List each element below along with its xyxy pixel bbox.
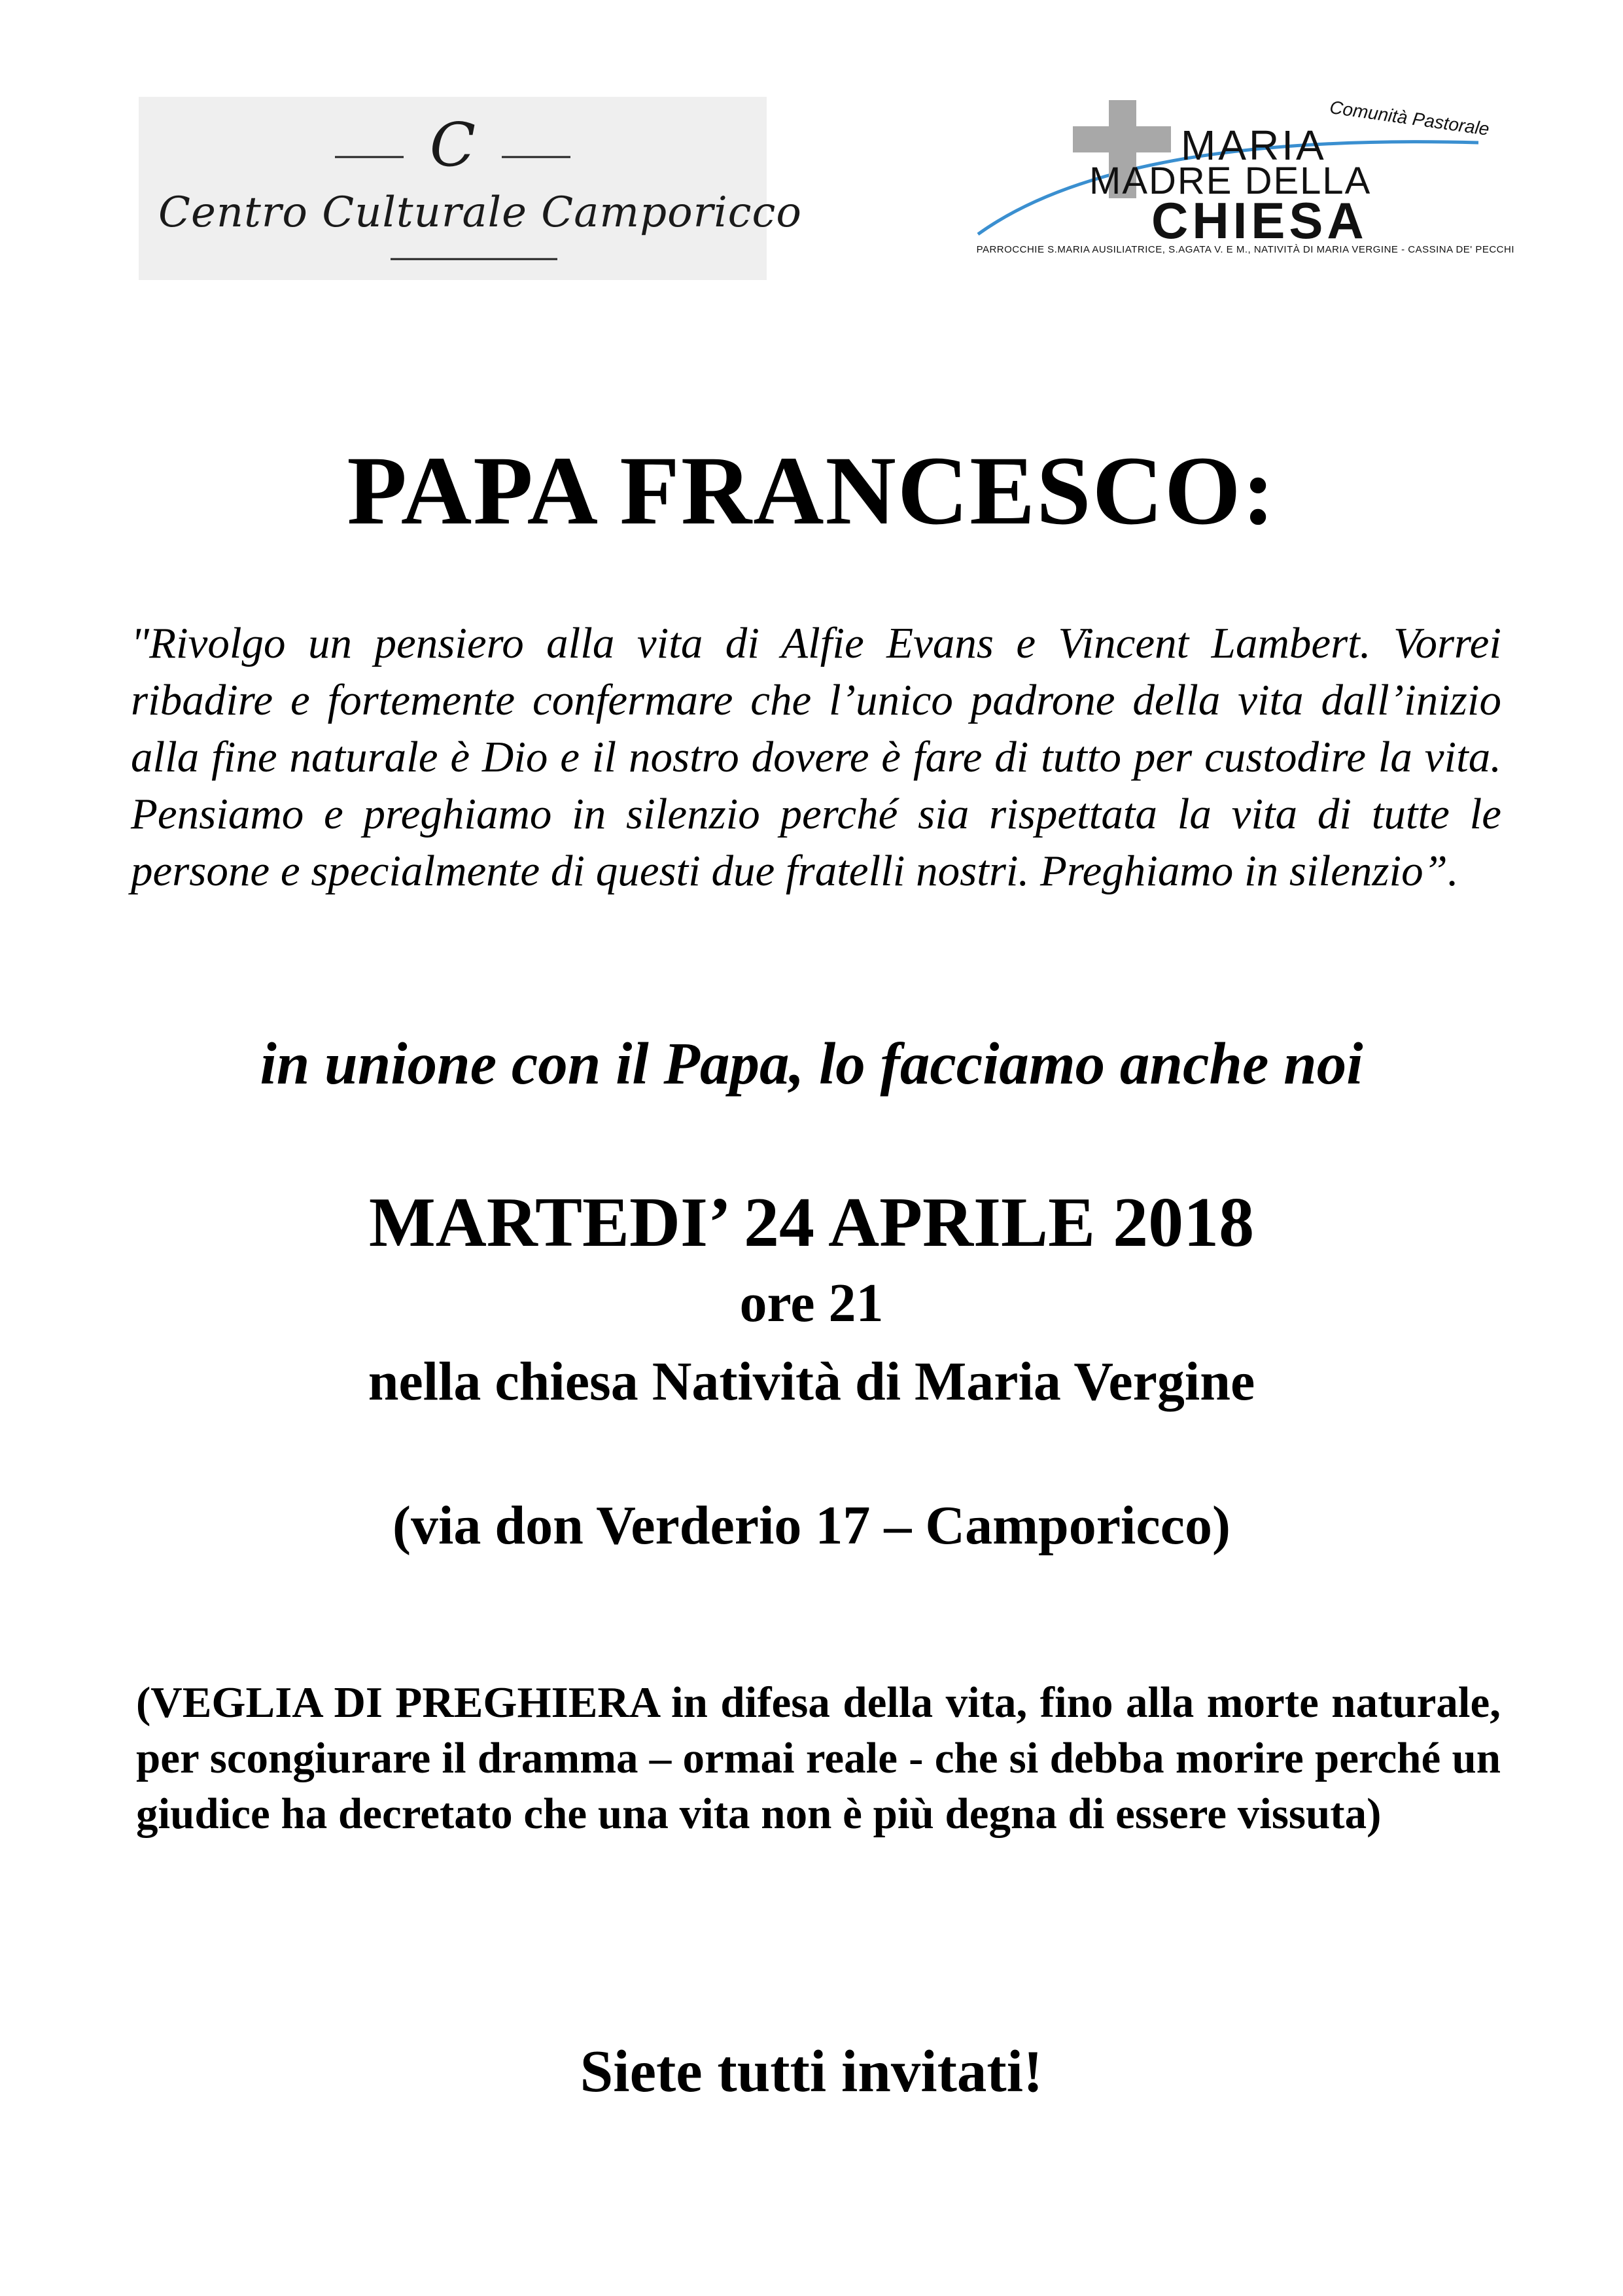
logo-community-label: Comunità Pastorale <box>1328 97 1491 139</box>
page-title: PAPA FRANCESCO: <box>347 436 1276 545</box>
logo-centro-culturale-name: Centro Culturale Camporicco <box>158 188 802 237</box>
logo-madre-della: MADRE DELLA <box>1089 160 1372 202</box>
vigil-description <box>136 1675 1501 1842</box>
vigil-text: in difesa della vita, fino alla morte naturale, per scongiurare il dramma – ormai reale - che si debba morire perché un giudice ha decretato che una vita non è più degna di essere vissuta) <box>136 1678 1501 1838</box>
invitation: Siete tutti invitati! <box>580 2038 1043 2104</box>
logo-parishes: PARROCCHIE S.MARIA AUSILIATRICE, S.AGATA V. E M., NATIVITÀ DI MARIA VERGINE - CASSINA DE' PECCHI <box>976 244 1514 255</box>
event-date: MARTEDI’ 24 APRILE 2018 <box>368 1184 1255 1262</box>
logo-monogram: C <box>429 110 476 180</box>
union-line: in unione con il Papa, lo facciamo anche noi <box>260 1031 1363 1097</box>
logo-comunita-pastorale <box>975 97 1518 260</box>
event-place: nella chiesa Natività di Maria Vergine <box>368 1351 1255 1412</box>
vigil-lead: (VEGLIA DI PREGHIERA <box>136 1678 659 1727</box>
event-time: ore 21 <box>739 1273 884 1333</box>
logo-maria: MARIA <box>1181 122 1327 169</box>
logo-centro-culturale <box>139 97 802 280</box>
pope-quote: "Rivolgo un pensiero alla vita di Alfie Evans e Vincent Lambert. Vorrei ribadire e fortemente confermare che l’unico padrone della vita dall’inizio alla fine naturale è Dio e il nostro dovere è fare di tutto per custodire la vita. Pensiamo e preghiamo in silenzio perché sia rispettata la vita di tutte le persone e specialmente di questi due fratelli nostri. Preghiamo in silenzio”. <box>131 619 1501 895</box>
logo-chiesa: CHIESA <box>1151 192 1368 249</box>
event-address: (via don Verderio 17 – Camporicco) <box>393 1495 1230 1556</box>
